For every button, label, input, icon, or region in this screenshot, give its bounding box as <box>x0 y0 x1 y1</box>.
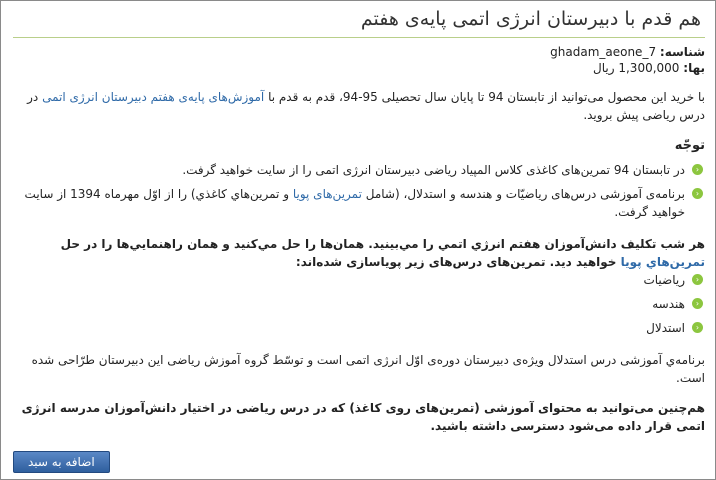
also-paragraph: هم‌چنین می‌توانید به محتوای آموزشی (تمرین‌های روی کاغذ) که در درس ریاضی در اختیار دانش‌آموزان مدرسه انرژی اتمی قرار داده می‌شود دسترسی داشته باشید. <box>21 401 705 433</box>
product-page <box>1 1 715 479</box>
subject-label: هندسه <box>652 297 685 311</box>
chevron-left-icon: ‹ <box>692 164 703 175</box>
chevron-left-icon: ‹ <box>692 298 703 309</box>
note-item-text: در تابستان 94 تمرین‌های کاغذی کلاس المپیاد ریاضی دبیرستان انرژی اتمی را از سایت خواهید گرفت. <box>182 163 685 177</box>
program-paragraph: برنامه‌ي آموزشی درس استدلال ویژه‌ی دبیرستان دوره‌ی اوّل انرژی اتمی است و توسّط گروه آموزش ریاضی این دبیرستان طرّاحی شده است. <box>31 353 705 385</box>
dynamic-exercises-link[interactable]: تمرین‌های پویا <box>292 187 362 201</box>
intro-paragraph <box>13 88 705 124</box>
product-id-value: ghadam_aeone_7 <box>550 45 657 59</box>
page-title: هم قدم با دبیرستان انرژی اتمی پایه‌ی هفتم <box>13 5 705 38</box>
list-item <box>13 319 705 337</box>
product-id-label: شناسه: <box>659 45 705 59</box>
weekly-text-before: هر شب تكليف دانش‌آموزان هفتم انرژي اتمي را مي‌بينيد. همان‌ها را حل مي‌كنيد و همان راهنمايي‌ها را در حل <box>60 237 705 251</box>
chevron-left-icon: ‹ <box>692 188 703 199</box>
intro-text-after: در درس ریاضی پیش بروید. <box>27 90 705 122</box>
product-meta <box>13 44 705 76</box>
intro-link[interactable]: آموزش‌های پایه‌ی هفتم دبیرستان انرژی اتمی <box>42 90 265 104</box>
subject-label: استدلال <box>646 321 685 335</box>
note-item <box>13 161 705 179</box>
chevron-left-icon: ‹ <box>692 322 703 333</box>
weekly-dynamic-link[interactable]: تمرين‌هاي پويا <box>620 255 705 269</box>
product-price-label: بها: <box>683 61 705 75</box>
product-price <box>13 60 705 76</box>
note-item-text-after: و تمرین‌هاي كاغذي) را از اوّل مهرماه 1394 از سایت خواهید گرفت. <box>24 187 685 219</box>
list-item <box>13 271 705 289</box>
note-item <box>13 185 705 221</box>
weekly-paragraph <box>13 235 705 271</box>
note-list <box>13 161 705 221</box>
subjects-list <box>13 271 705 337</box>
product-id <box>13 44 705 60</box>
subject-label: ریاضیات <box>643 273 685 287</box>
weekly-text-after: خواهيد ديد. تمرين‌های درس‌های زیر پویاسازی شده‌اند: <box>295 255 621 269</box>
note-item-text-before: برنامه‌ی آموزشی درس‌های ریاضیّات و هندسه و استدلال، (شامل <box>361 187 685 201</box>
add-to-cart-button[interactable]: اضافه به سبد <box>13 451 110 473</box>
note-heading: توجّه <box>674 138 705 153</box>
list-item <box>13 295 705 313</box>
intro-text-before: با خرید این محصول می‌توانید از تابستان 94 تا پایان سال تحصیلی 95-94، قدم به قدم با <box>264 90 705 104</box>
chevron-left-icon: ‹ <box>692 274 703 285</box>
product-price-value: 1,300,000 ریال <box>593 61 680 75</box>
